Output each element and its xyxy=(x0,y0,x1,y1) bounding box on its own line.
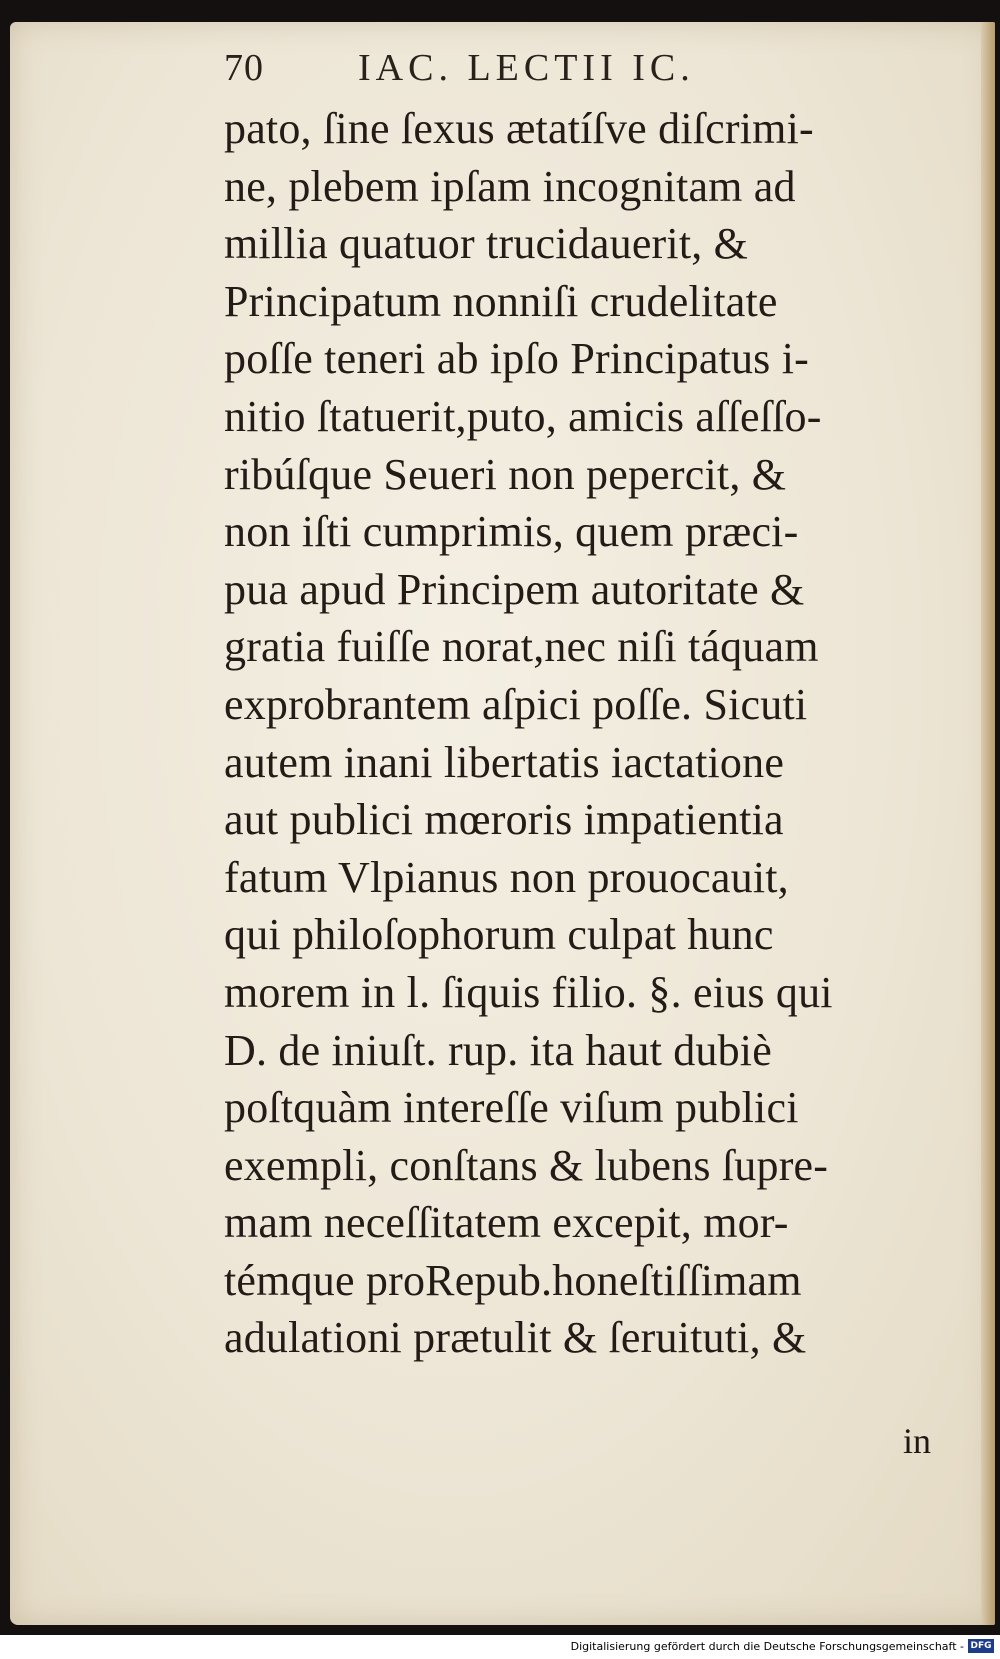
text-line: pato, ſine ſexus ætatíſve diſcrimi- xyxy=(224,104,814,153)
catchword: in xyxy=(903,1421,932,1461)
text-line: ribúſque Seueri non pepercit, & xyxy=(224,449,787,499)
text-line: exprobrantem aſpici poſſe. Sicuti xyxy=(224,679,808,729)
text-line: nitio ſtatuerit,puto, amicis aſſeſſo- xyxy=(224,391,822,441)
running-head: IAC. LECTII IC. xyxy=(358,47,695,89)
text-line: morem in l. ſiquis filio. §. eius qui xyxy=(224,967,833,1017)
page-edge xyxy=(981,22,995,1625)
text-line: gratia fuiſſe norat,nec niſi táquam xyxy=(224,622,819,672)
text-line: autem inani libertatis iactatione xyxy=(224,737,785,787)
text-line: D. de iniuſt. rup. ita haut dubiè xyxy=(224,1025,772,1075)
text-line: mam neceſſitatem excepit, mor- xyxy=(224,1198,789,1248)
text-line: aut publici mœroris impatientia xyxy=(224,795,784,845)
text-line: adulationi prætulit & ſeruituti, & xyxy=(224,1313,807,1363)
body-text xyxy=(224,100,929,1367)
text-line: Principatum nonniſi crudelitate xyxy=(224,276,778,326)
text-line: témque proRepub.honeſtiſſimam xyxy=(224,1255,802,1305)
text-line: poſſe teneri ab ipſo Principatus i- xyxy=(224,334,809,384)
text-line: non iſti cumprimis, quem præci- xyxy=(224,507,799,557)
page-number: 70 xyxy=(224,47,264,89)
text-line: ne, plebem ipſam incognitam ad xyxy=(224,161,796,211)
text-line: pua apud Principem autoritate & xyxy=(224,564,805,614)
text-line: exempli, conſtans & lubens ſupre- xyxy=(224,1140,829,1190)
text-line: millia quatuor trucidauerit, & xyxy=(224,219,749,269)
dfg-logo: DFG xyxy=(968,1639,994,1653)
text-line: poſtquàm intereſſe viſum publici xyxy=(224,1083,799,1133)
funding-credit: Digitalisierung gefördert durch die Deutsche Forschungsgemeinschaft - xyxy=(570,1640,964,1653)
text-line: qui philoſophorum culpat hunc xyxy=(224,910,774,960)
page-header xyxy=(224,46,744,94)
text-line: fatum Vlpianus non prouocauit, xyxy=(224,852,789,902)
